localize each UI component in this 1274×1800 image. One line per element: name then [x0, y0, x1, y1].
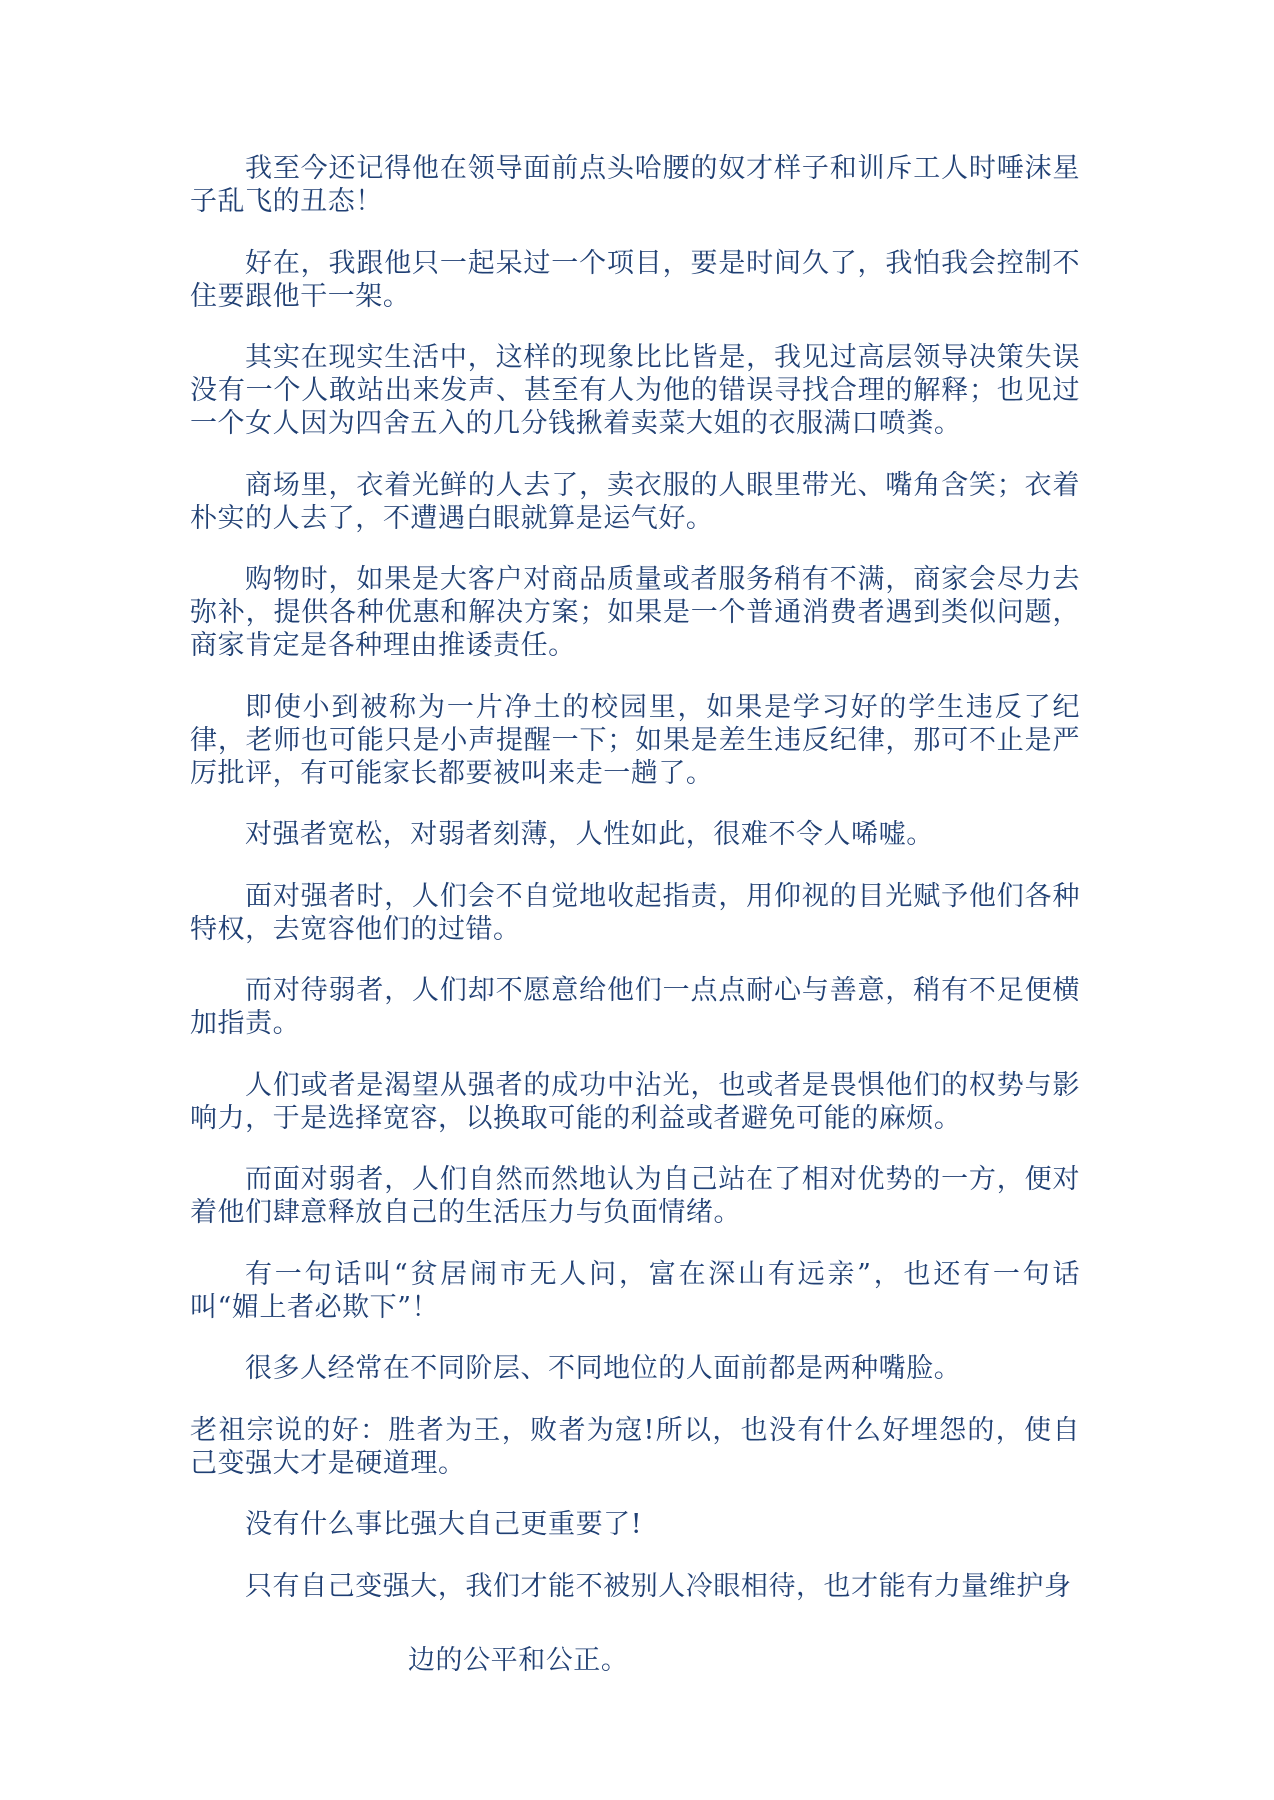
paragraph-3: 其实在现实生活中，这样的现象比比皆是，我见过高层领导决策失误没有一个人敢站出来发声、甚至有人为他的错误寻找合理的解释；也见过一个女人因为四舍五入的几分钱揪着卖菜大姐的衣服满口喷粪。	[190, 342, 1080, 439]
paragraph-4: 商场里，衣着光鲜的人去了，卖衣服的人眼里带光、嘴角含笑；衣着朴实的人去了，不遭遇白眼就算是运气好。	[190, 469, 1080, 534]
paragraph-6: 即使小到被称为一片净土的校园里，如果是学习好的学生违反了纪律，老师也可能只是小声提醒一下；如果是差生违反纪律，那可不止是严厉批评，有可能家长都要被叫来走一趟了。	[190, 691, 1080, 789]
article-body	[190, 152, 1080, 1631]
paragraph-14: 老祖宗说的好：胜者为王，败者为寇!所以，也没有什么好埋怨的，使自己变强大才是硬道理。	[190, 1414, 1080, 1479]
trailing-line: 边的公平和公正。	[408, 1645, 629, 1676]
paragraph-13: 很多人经常在不同阶层、不同地位的人面前都是两种嘴脸。	[245, 1353, 962, 1384]
paragraph-11: 而面对弱者，人们自然而然地认为自己站在了相对优势的一方，便对着他们肆意释放自己的生活压力与负面情绪。	[190, 1164, 1080, 1228]
paragraph-7: 对强者宽松，对弱者刻薄，人性如此，很难不令人唏嘘。	[245, 819, 934, 850]
paragraph-10: 人们或者是渴望从强者的成功中沾光，也或者是畏惧他们的权势与影响力，于是选择宽容，以换取可能的利益或者避免可能的麻烦。	[190, 1069, 1080, 1134]
paragraph-5: 购物时，如果是大客户对商品质量或者服务稍有不满，商家会尽力去弥补，提供各种优惠和解决方案；如果是一个普通消费者遇到类似问题，商家肯定是各种理由推诿责任。	[190, 564, 1080, 661]
paragraph-1: 我至今还记得他在领导面前点头哈腰的奴才样子和训斥工人时唾沫星子乱飞的丑态！	[190, 153, 1080, 217]
paragraph-15: 没有什么事比强大自己更重要了!	[245, 1509, 643, 1540]
paragraph-8: 面对强者时，人们会不自觉地收起指责，用仰视的目光赋予他们各种特权，去宽容他们的过错。	[190, 880, 1080, 945]
paragraph-9: 而对待弱者，人们却不愿意给他们一点点耐心与善意，稍有不足便横加指责。	[190, 975, 1080, 1039]
paragraph-2: 好在，我跟他只一起呆过一个项目，要是时间久了，我怕我会控制不住要跟他干一架。	[190, 247, 1080, 312]
paragraph-12: 有一句话叫“贫居闹市无人问，富在深山有远亲”，也还有一句话叫“媚上者必欺下”！	[190, 1258, 1080, 1323]
paragraph-16: 只有自己变强大，我们才能不被别人冷眼相待，也才能有力量维护身	[245, 1570, 1072, 1602]
